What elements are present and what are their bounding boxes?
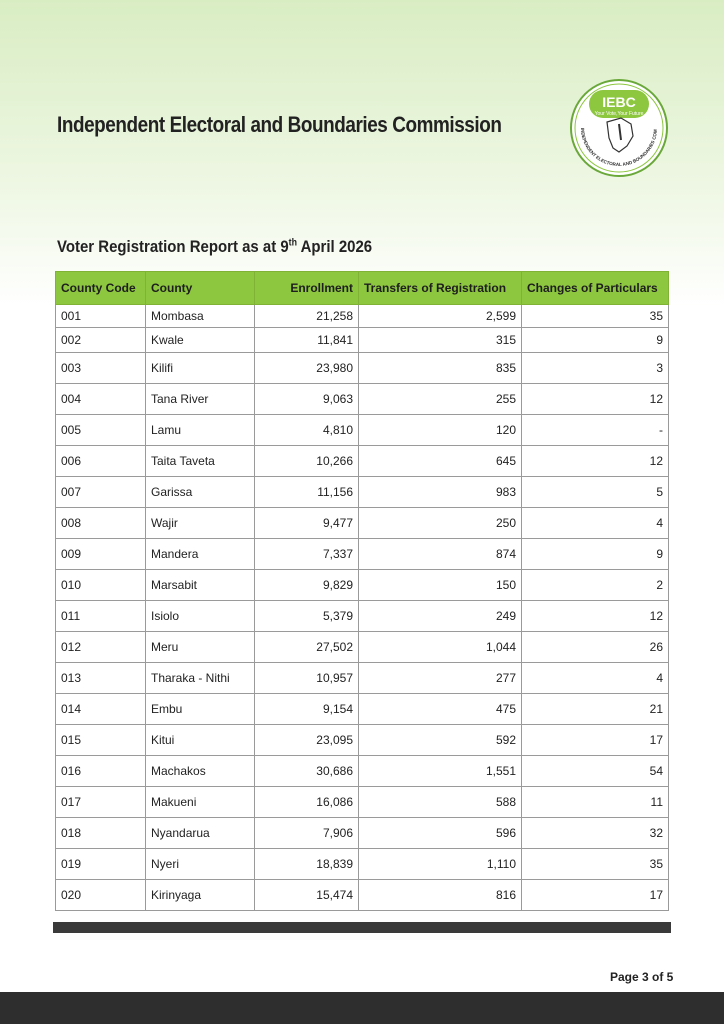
cell-changes: 4: [522, 508, 669, 539]
cell-enrollment: 9,829: [255, 570, 359, 601]
cell-county: Kirinyaga: [146, 880, 255, 911]
table-header-row: [56, 272, 669, 305]
table-row: [56, 353, 669, 384]
cell-changes: 2: [522, 570, 669, 601]
cell-changes: 4: [522, 663, 669, 694]
cell-county-code: 007: [56, 477, 146, 508]
cell-county: Nyandarua: [146, 818, 255, 849]
table-row: [56, 446, 669, 477]
cell-enrollment: 5,379: [255, 601, 359, 632]
cell-county-code: 015: [56, 725, 146, 756]
table-row: [56, 725, 669, 756]
cell-changes: 54: [522, 756, 669, 787]
cell-county-code: 019: [56, 849, 146, 880]
cell-county: Kwale: [146, 328, 255, 353]
cell-transfers: 983: [359, 477, 522, 508]
cell-transfers: 250: [359, 508, 522, 539]
cell-enrollment: 9,154: [255, 694, 359, 725]
cell-county: Kitui: [146, 725, 255, 756]
cell-county-code: 018: [56, 818, 146, 849]
cell-transfers: 255: [359, 384, 522, 415]
cell-county: Meru: [146, 632, 255, 663]
logo-text: IEBC: [602, 94, 636, 110]
cell-county-code: 002: [56, 328, 146, 353]
header-county-code: County Code: [56, 272, 146, 305]
cell-county: Wajir: [146, 508, 255, 539]
cell-transfers: 835: [359, 353, 522, 384]
cell-transfers: 150: [359, 570, 522, 601]
voter-registration-table: [55, 271, 669, 911]
cell-county: Tana River: [146, 384, 255, 415]
header-transfers: Transfers of Registration: [359, 272, 522, 305]
cell-transfers: 1,110: [359, 849, 522, 880]
table-row: [56, 601, 669, 632]
cell-county-code: 014: [56, 694, 146, 725]
cell-county-code: 012: [56, 632, 146, 663]
cell-changes: 21: [522, 694, 669, 725]
cell-changes: 5: [522, 477, 669, 508]
logo-tagline: Your Vote,Your Future: [594, 111, 644, 117]
footer-bar: [0, 992, 724, 1024]
cell-county-code: 013: [56, 663, 146, 694]
cell-transfers: 120: [359, 415, 522, 446]
cell-county: Marsabit: [146, 570, 255, 601]
cell-county: Isiolo: [146, 601, 255, 632]
cell-transfers: 596: [359, 818, 522, 849]
cell-county-code: 009: [56, 539, 146, 570]
cell-enrollment: 21,258: [255, 305, 359, 328]
cell-county: Mandera: [146, 539, 255, 570]
cell-county: Nyeri: [146, 849, 255, 880]
cell-changes: 12: [522, 446, 669, 477]
cell-transfers: 277: [359, 663, 522, 694]
iebc-logo: [569, 78, 669, 178]
table-row: [56, 508, 669, 539]
table-row: [56, 849, 669, 880]
cell-changes: 9: [522, 539, 669, 570]
cell-county: Embu: [146, 694, 255, 725]
cell-transfers: 588: [359, 787, 522, 818]
cell-transfers: 1,551: [359, 756, 522, 787]
header-changes: Changes of Particulars: [522, 272, 669, 305]
report-title: Voter Registration Report as at 9th April 2026: [57, 237, 373, 256]
cell-county-code: 005: [56, 415, 146, 446]
cell-changes: 32: [522, 818, 669, 849]
cell-transfers: 592: [359, 725, 522, 756]
cell-changes: 12: [522, 384, 669, 415]
cell-county-code: 010: [56, 570, 146, 601]
cell-enrollment: 11,841: [255, 328, 359, 353]
cell-county-code: 016: [56, 756, 146, 787]
cell-transfers: 874: [359, 539, 522, 570]
cell-enrollment: 11,156: [255, 477, 359, 508]
cell-county: Machakos: [146, 756, 255, 787]
page-number: Page 3 of 5: [610, 970, 674, 984]
cell-county-code: 003: [56, 353, 146, 384]
table-row: [56, 880, 669, 911]
table-row: [56, 756, 669, 787]
cell-enrollment: 23,095: [255, 725, 359, 756]
cell-enrollment: 10,266: [255, 446, 359, 477]
cell-enrollment: 27,502: [255, 632, 359, 663]
cell-transfers: 2,599: [359, 305, 522, 328]
cell-transfers: 816: [359, 880, 522, 911]
cell-county: Kilifi: [146, 353, 255, 384]
table-bottom-bar: [53, 922, 671, 933]
cell-county: Mombasa: [146, 305, 255, 328]
cell-county-code: 020: [56, 880, 146, 911]
cell-transfers: 645: [359, 446, 522, 477]
cell-enrollment: 7,337: [255, 539, 359, 570]
cell-changes: 12: [522, 601, 669, 632]
cell-county: Garissa: [146, 477, 255, 508]
cell-changes: 26: [522, 632, 669, 663]
cell-changes: 17: [522, 880, 669, 911]
cell-county: Taita Taveta: [146, 446, 255, 477]
table-row: [56, 384, 669, 415]
cell-enrollment: 4,810: [255, 415, 359, 446]
cell-enrollment: 15,474: [255, 880, 359, 911]
cell-enrollment: 16,086: [255, 787, 359, 818]
table-row: [56, 570, 669, 601]
cell-transfers: 249: [359, 601, 522, 632]
table-row: [56, 787, 669, 818]
header-county: County: [146, 272, 255, 305]
cell-county-code: 004: [56, 384, 146, 415]
organization-title: Independent Electoral and Boundaries Commission: [57, 112, 502, 137]
cell-changes: 9: [522, 328, 669, 353]
cell-transfers: 315: [359, 328, 522, 353]
cell-county: Makueni: [146, 787, 255, 818]
table-row: [56, 539, 669, 570]
cell-county: Tharaka - Nithi: [146, 663, 255, 694]
cell-county: Lamu: [146, 415, 255, 446]
cell-changes: 35: [522, 305, 669, 328]
table-row: [56, 694, 669, 725]
cell-enrollment: 23,980: [255, 353, 359, 384]
cell-changes: 17: [522, 725, 669, 756]
table-row: [56, 632, 669, 663]
table-row: [56, 328, 669, 353]
table-row: [56, 305, 669, 328]
logo-ring-text: INDEPENDENT ELECTORAL AND BOUNDARIES COM: [579, 127, 659, 168]
table-row: [56, 818, 669, 849]
cell-county-code: 008: [56, 508, 146, 539]
cell-changes: 11: [522, 787, 669, 818]
cell-county-code: 001: [56, 305, 146, 328]
cell-county-code: 011: [56, 601, 146, 632]
cell-transfers: 475: [359, 694, 522, 725]
cell-enrollment: 7,906: [255, 818, 359, 849]
cell-transfers: 1,044: [359, 632, 522, 663]
header-enrollment: Enrollment: [255, 272, 359, 305]
cell-enrollment: 30,686: [255, 756, 359, 787]
cell-county-code: 006: [56, 446, 146, 477]
table-row: [56, 415, 669, 446]
cell-enrollment: 9,477: [255, 508, 359, 539]
cell-enrollment: 18,839: [255, 849, 359, 880]
cell-enrollment: 10,957: [255, 663, 359, 694]
table-row: [56, 477, 669, 508]
cell-changes: 3: [522, 353, 669, 384]
table-row: [56, 663, 669, 694]
cell-enrollment: 9,063: [255, 384, 359, 415]
cell-county-code: 017: [56, 787, 146, 818]
cell-changes: 35: [522, 849, 669, 880]
cell-changes: -: [522, 415, 669, 446]
